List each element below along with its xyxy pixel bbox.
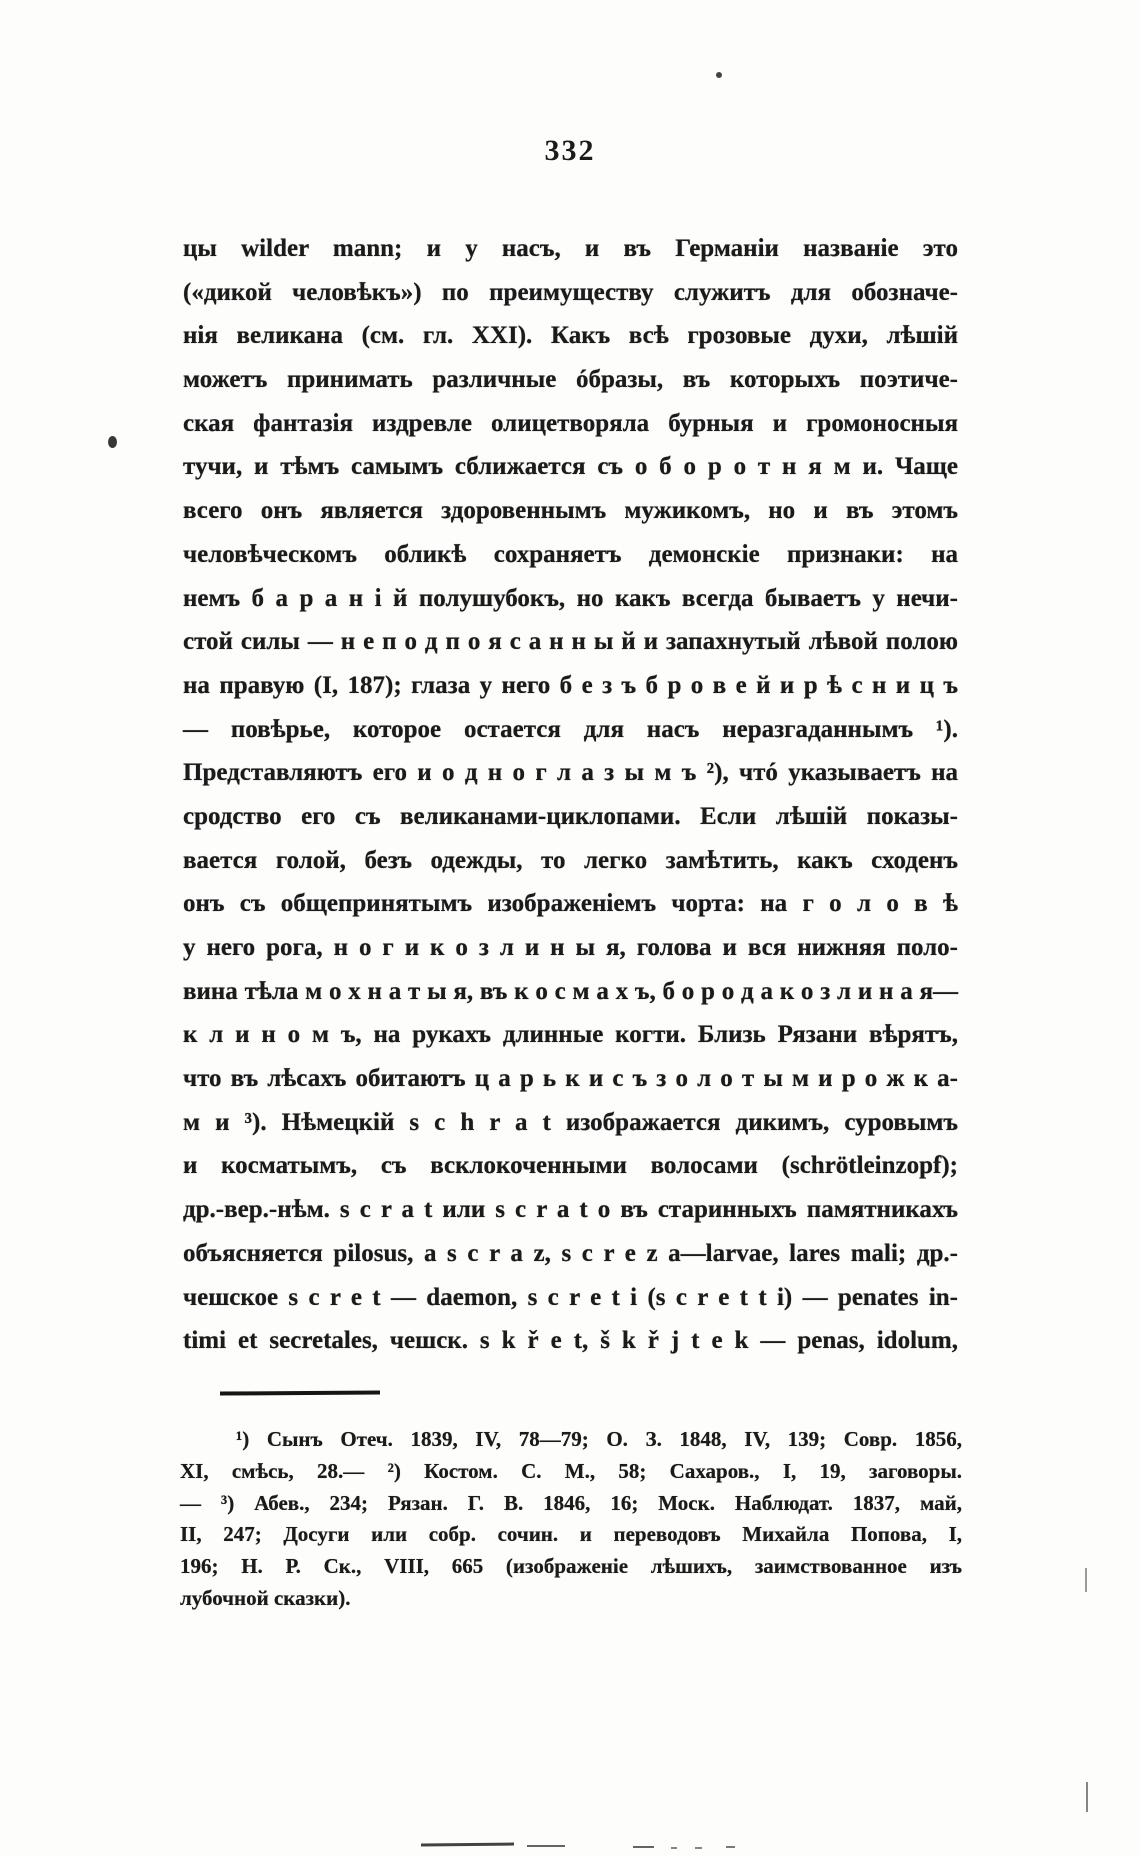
text-line: ская фантазія издревле олицетворяла бурныя и громоносныя	[183, 409, 958, 437]
text-line: у него рога, н о г и к о з л и н ы я, голова и вся нижняя поло-	[183, 934, 958, 961]
text-line: всего онъ является здоровеннымъ мужикомъ, но и въ этомъ	[183, 497, 958, 525]
text-line: сродство его съ великанами-циклопами. Если лѣшій показы-	[183, 802, 958, 830]
scan-artifact-ink-blot	[108, 436, 117, 448]
scan-artifact-dash	[527, 1845, 565, 1847]
text-line: на правую (I, 187); глаза у него б е з ъ б р о в е й и р ѣ с н и ц ъ	[183, 671, 958, 699]
footnotes-block	[180, 1424, 962, 1615]
scan-artifact-dash	[726, 1846, 735, 1848]
footnote-line: ¹) Сынъ Отеч. 1839, IV, 78—79; О. З. 1848, IV, 139; Совр. 1856,	[236, 1427, 962, 1451]
footnote-line: II, 247; Досуги или собр. сочин. и переводовъ Михайла Попова, I,	[180, 1522, 962, 1547]
scan-artifact-tick	[1086, 1782, 1088, 1812]
text-line: стой силы — н е п о д п о я с а н н ы й и запахнутый лѣвой полою	[183, 628, 958, 656]
main-text-block	[183, 227, 958, 1363]
text-line: что въ лѣсахъ обитаютъ ц а р ь к и с ъ з о л о т ы м и р о ж к а-	[183, 1065, 958, 1093]
scan-artifact-dot	[716, 72, 722, 78]
text-line: тучи, и тѣмъ самымъ сближается съ о б о р о т н я м и. Чаще	[183, 453, 958, 481]
text-line: др.-вер.-нѣм. s c r a t или s c r a t o въ старинныхъ памятникахъ	[183, 1196, 958, 1224]
text-line: — повѣрье, которое остается для насъ неразгаданнымъ ¹).	[183, 715, 958, 743]
text-line: Представляютъ его и о д н о г л а з ы м ъ ²), чтó указываетъ на	[183, 759, 958, 787]
text-line: м и ³). Нѣмецкій s c h r a t изображается дикимъ, суровымъ	[183, 1108, 958, 1136]
text-line: чешское s c r e t — daemon, s c r e t i (s c r e t t i) — penates in-	[183, 1283, 958, 1311]
footnote-line: лубочной сказки).	[180, 1585, 351, 1610]
text-line: вина тѣла м о х н а т ы я, въ к о с м а х ъ, б о р о д а к о з л и н а я—	[183, 977, 958, 1005]
text-line: можетъ принимать различные óбразы, въ которыхъ поэтиче-	[183, 366, 958, 394]
scan-artifact-dash	[695, 1847, 702, 1849]
text-line: человѣческомъ обликѣ сохраняетъ демонскіе признаки: на	[183, 540, 958, 568]
footnote-separator	[220, 1390, 380, 1395]
text-line: немъ б а р а н і й полушубокъ, но какъ всегда бываетъ у нечи-	[183, 584, 958, 612]
scan-artifact-dash	[633, 1846, 654, 1848]
page-number: 332	[544, 134, 596, 167]
text-line: нія великана (см. гл. XXI). Какъ всѣ грозовые духи, лѣшій	[183, 322, 958, 350]
scan-artifact-tick	[1085, 1568, 1087, 1592]
text-line: цы wilder mann; и у насъ, и въ Германіи названіе это	[183, 235, 958, 262]
text-line: к л и н о м ъ, на рукахъ длинные когти. Близь Рязани вѣрятъ,	[183, 1021, 958, 1049]
footnote-line: — ³) Абев., 234; Рязан. Г. В. 1846, 16; Моск. Наблюдат. 1837, май,	[180, 1490, 962, 1515]
scan-artifact-dash	[421, 1843, 514, 1847]
text-line: timi et secretales, чешск. s k ř e t, š k ř j t e k — penas, idolum,	[183, 1327, 958, 1355]
text-line: онъ съ общепринятымъ изображеніемъ чорта: на г о л о в ѣ	[183, 890, 958, 918]
footnote-line: 196; Н. Р. Ск., VIII, 665 (изображеніе лѣшихъ, заимствованное изъ	[180, 1554, 962, 1579]
footnote-line: XI, смѣсь, 28.— ²) Костом. С. М., 58; Сахаров., I, 19, заговоры.	[180, 1458, 962, 1483]
scan-artifact-dash	[671, 1847, 677, 1849]
text-line: вается голой, безъ одежды, то легко замѣтить, какъ сходенъ	[183, 846, 958, 874]
text-line: («дикой человѣкъ») по преимуществу служитъ для обозначе-	[183, 278, 958, 306]
text-line: и косматымъ, съ всклокоченными волосами (schrötleinzopf);	[183, 1152, 958, 1180]
text-line: объясняется pilosus, а s c r a z, s c r e z a—larvae, lares mali; др.-	[183, 1239, 958, 1267]
